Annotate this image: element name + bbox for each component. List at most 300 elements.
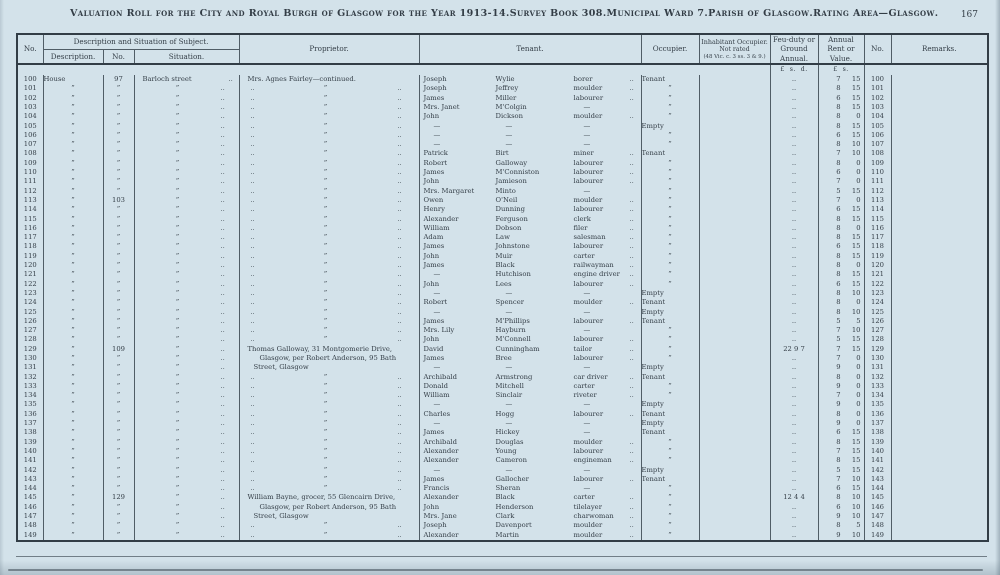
- cell-remarks: [891, 419, 988, 428]
- cell-occupier: ”: [641, 335, 699, 344]
- tenant-surname: Young: [495, 446, 517, 455]
- proprietor-ditto-dots: ..: [397, 168, 402, 177]
- rent-shillings: 15: [851, 214, 861, 223]
- rent-pounds: 6: [836, 242, 841, 251]
- rent-shillings: 10: [851, 307, 861, 316]
- cell-remarks: [891, 149, 988, 158]
- situation-text: ”: [175, 512, 180, 521]
- cell-street-no: ”: [103, 363, 134, 372]
- cell-inhabitant-occupier: [699, 75, 770, 84]
- table-row: [17, 345, 988, 354]
- cell-feu-duty: ..: [770, 270, 818, 279]
- inhabitant-header-line3: (48 Vic. c. 3 ss. 3 & 9.): [703, 53, 766, 60]
- rent-pounds: 7: [836, 149, 841, 158]
- tenant-occupation: —: [583, 140, 591, 149]
- cell-tenant: [419, 187, 641, 196]
- tenant-surname: Davenport: [495, 521, 532, 530]
- tenant-occupation: salesman: [573, 233, 606, 242]
- tenant-dots: ..: [629, 205, 634, 214]
- cell-row-no-left: 140: [17, 447, 43, 456]
- tenant-first-name: James: [423, 242, 445, 251]
- cell-remarks: [891, 242, 988, 251]
- table-row: [17, 196, 988, 205]
- situation-dots: ..: [220, 233, 225, 242]
- cell-remarks: [891, 521, 988, 530]
- proprietor-ditto-dots: ..: [397, 149, 402, 158]
- tenant-surname: Galloway: [495, 158, 528, 167]
- proprietor-ditto-dots: ..: [397, 446, 402, 455]
- cell-situation: [134, 168, 239, 177]
- cell-description: ”: [43, 242, 103, 251]
- cell-remarks: [891, 326, 988, 335]
- tenant-surname: Sheran: [495, 484, 521, 493]
- situation-dots: ..: [220, 93, 225, 102]
- cell-tenant: [419, 270, 641, 279]
- situation-text: ”: [175, 186, 180, 195]
- table-row: [17, 205, 988, 214]
- cell-row-no-right: 105: [864, 122, 891, 131]
- proprietor-ditto-dots: ..: [250, 409, 255, 418]
- table-row: [17, 335, 988, 344]
- table-row: [17, 308, 988, 317]
- cell-occupier: ”: [641, 159, 699, 168]
- tenant-occupation: borer: [573, 75, 593, 84]
- cell-situation: [134, 261, 239, 270]
- rent-pounds: 9: [836, 381, 841, 390]
- tenant-occupation: labourer: [573, 158, 604, 167]
- tenant-first-name: —: [433, 419, 441, 428]
- situation-dots: ..: [220, 353, 225, 362]
- situation-text: ”: [175, 93, 180, 102]
- rent-shillings: 10: [851, 474, 861, 483]
- cell-occupier: ”: [641, 261, 699, 270]
- tenant-occupation: labourer: [573, 168, 604, 177]
- proprietor-ditto-dots: ..: [397, 521, 402, 530]
- cell-annual-rent: [818, 280, 864, 289]
- cell-annual-rent: [818, 354, 864, 363]
- cell-feu-duty: ..: [770, 466, 818, 475]
- cell-occupier: ”: [641, 382, 699, 391]
- situation-text: ”: [175, 409, 180, 418]
- cell-inhabitant-occupier: [699, 168, 770, 177]
- situation-dots: ..: [220, 149, 225, 158]
- cell-remarks: [891, 317, 988, 326]
- tenant-occupation: labourer: [573, 177, 604, 186]
- cell-row-no-right: 113: [864, 196, 891, 205]
- situation-text: ”: [175, 307, 180, 316]
- cell-proprietor: [239, 308, 419, 317]
- proprietor-ditto-dots: ..: [397, 279, 402, 288]
- cell-remarks: [891, 391, 988, 400]
- situation-text: ”: [175, 233, 180, 242]
- cell-row-no-right: 114: [864, 205, 891, 214]
- cell-annual-rent: [818, 112, 864, 121]
- cell-annual-rent: [818, 382, 864, 391]
- cell-street-no: ”: [103, 242, 134, 251]
- table-row: [17, 503, 988, 512]
- table-row: [17, 289, 988, 298]
- cell-street-no: ”: [103, 122, 134, 131]
- cell-remarks: [891, 261, 988, 270]
- proprietor-ditto-dots: ..: [250, 233, 255, 242]
- cell-description: ”: [43, 484, 103, 493]
- cell-proprietor: [239, 354, 419, 363]
- col-header-street-no: No.: [103, 49, 134, 64]
- tenant-surname: Spencer: [495, 298, 525, 307]
- tenant-dots: ..: [629, 530, 634, 539]
- cell-occupier: ”: [641, 94, 699, 103]
- cell-tenant: [419, 317, 641, 326]
- cell-inhabitant-occupier: [699, 345, 770, 354]
- cell-situation: [134, 354, 239, 363]
- cell-tenant: [419, 382, 641, 391]
- proprietor-text: Thomas Galloway, 31 Montgomerie Drive,: [247, 344, 393, 353]
- tenant-first-name: James: [423, 428, 445, 437]
- proprietor-ditto-dots: ..: [250, 484, 255, 493]
- cell-row-no-right: 131: [864, 363, 891, 372]
- table-row: [17, 168, 988, 177]
- tenant-surname: M'Conniston: [495, 168, 540, 177]
- tenant-dots: ..: [629, 149, 634, 158]
- cell-occupier: ”: [641, 447, 699, 456]
- rent-shillings: 5: [856, 316, 861, 325]
- proprietor-ditto-dots: ..: [397, 93, 402, 102]
- cell-proprietor: [239, 242, 419, 251]
- cell-inhabitant-occupier: [699, 503, 770, 512]
- situation-text: ”: [175, 140, 180, 149]
- proprietor-ditto-dots: ..: [397, 409, 402, 418]
- cell-row-no-left: 129: [17, 345, 43, 354]
- cell-remarks: [891, 484, 988, 493]
- table-row: [17, 261, 988, 270]
- proprietor-ditto-mark: ”: [323, 372, 328, 381]
- situation-text: ”: [175, 400, 180, 409]
- tenant-occupation: moulder: [573, 437, 603, 446]
- situation-text: ”: [175, 177, 180, 186]
- col-header-proprietor: Proprietor.: [239, 34, 419, 64]
- cell-row-no-right: 133: [864, 382, 891, 391]
- cell-tenant: [419, 326, 641, 335]
- col-header-annual-rent: Annual Rent or Value.: [818, 34, 864, 64]
- cell-annual-rent: [818, 326, 864, 335]
- situation-text: ”: [175, 121, 180, 130]
- table-row: [17, 233, 988, 242]
- cell-street-no: ”: [103, 131, 134, 140]
- tenant-occupation: —: [583, 363, 591, 372]
- cell-occupier: ”: [641, 205, 699, 214]
- tenant-dots: ..: [629, 168, 634, 177]
- rent-shillings: 15: [851, 205, 861, 214]
- cell-row-no-right: 100: [864, 75, 891, 84]
- units-spacer: [17, 64, 770, 75]
- situation-dots: ..: [220, 214, 225, 223]
- cell-occupier: ”: [641, 252, 699, 261]
- cell-remarks: [891, 94, 988, 103]
- proprietor-ditto-mark: ”: [323, 270, 328, 279]
- proprietor-ditto-dots: ..: [397, 391, 402, 400]
- cell-situation: [134, 187, 239, 196]
- cell-occupier: ”: [641, 168, 699, 177]
- table-row: [17, 382, 988, 391]
- cell-street-no: ”: [103, 252, 134, 261]
- rent-pounds: 9: [836, 512, 841, 521]
- cell-row-no-left: 147: [17, 512, 43, 521]
- cell-description: ”: [43, 112, 103, 121]
- situation-text: ”: [175, 474, 180, 483]
- cell-row-no-left: 115: [17, 215, 43, 224]
- situation-text: ”: [175, 428, 180, 437]
- cell-row-no-right: 109: [864, 159, 891, 168]
- cell-street-no: ”: [103, 400, 134, 409]
- proprietor-ditto-dots: ..: [250, 214, 255, 223]
- rent-pounds: 6: [836, 428, 841, 437]
- rent-shillings: 10: [851, 502, 861, 511]
- cell-row-no-right: 123: [864, 289, 891, 298]
- cell-occupier: ”: [641, 131, 699, 140]
- cell-occupier: ”: [641, 493, 699, 502]
- table-row: [17, 521, 988, 530]
- situation-dots: ..: [220, 195, 225, 204]
- cell-description: ”: [43, 475, 103, 484]
- cell-tenant: [419, 205, 641, 214]
- cell-row-no-right: 138: [864, 428, 891, 437]
- cell-annual-rent: [818, 261, 864, 270]
- cell-row-no-left: 131: [17, 363, 43, 372]
- proprietor-ditto-dots: ..: [250, 530, 255, 539]
- cell-inhabitant-occupier: [699, 122, 770, 131]
- tenant-occupation: car driver: [573, 372, 608, 381]
- situation-text: ”: [175, 149, 180, 158]
- table-row: [17, 270, 988, 279]
- cell-row-no-left: 127: [17, 326, 43, 335]
- cell-street-no: 103: [103, 196, 134, 205]
- cell-occupier: ”: [641, 391, 699, 400]
- cell-street-no: ”: [103, 326, 134, 335]
- tenant-occupation: —: [583, 186, 591, 195]
- cell-row-no-left: 119: [17, 252, 43, 261]
- proprietor-ditto-dots: ..: [250, 102, 255, 111]
- cell-occupier: ”: [641, 270, 699, 279]
- cell-remarks: [891, 252, 988, 261]
- tenant-first-name: Mrs. Janet: [423, 102, 460, 111]
- cell-tenant: [419, 261, 641, 270]
- situation-dots: ..: [220, 335, 225, 344]
- tenant-surname: —: [505, 465, 513, 474]
- table-row: [17, 84, 988, 93]
- proprietor-ditto-dots: ..: [250, 419, 255, 428]
- situation-text: ”: [175, 484, 180, 493]
- cell-proprietor: [239, 122, 419, 131]
- cell-inhabitant-occupier: [699, 112, 770, 121]
- situation-dots: ..: [220, 409, 225, 418]
- proprietor-ditto-mark: ”: [323, 316, 328, 325]
- table-row: [17, 391, 988, 400]
- cell-inhabitant-occupier: [699, 224, 770, 233]
- cell-proprietor: [239, 196, 419, 205]
- cell-row-no-right: 103: [864, 103, 891, 112]
- cell-street-no: ”: [103, 308, 134, 317]
- cell-feu-duty: ..: [770, 149, 818, 158]
- rent-shillings: 15: [851, 456, 861, 465]
- cell-inhabitant-occupier: [699, 317, 770, 326]
- cell-situation: [134, 94, 239, 103]
- tenant-first-name: —: [433, 140, 441, 149]
- situation-dots: ..: [220, 446, 225, 455]
- cell-remarks: [891, 103, 988, 112]
- situation-dots: ..: [220, 512, 225, 521]
- tenant-occupation: charwoman: [573, 512, 614, 521]
- cell-annual-rent: [818, 103, 864, 112]
- proprietor-ditto-dots: ..: [397, 223, 402, 232]
- cell-inhabitant-occupier: [699, 410, 770, 419]
- cell-situation: [134, 205, 239, 214]
- rent-shillings: 10: [851, 326, 861, 335]
- rent-shillings: 15: [851, 279, 861, 288]
- rent-shillings: 15: [851, 121, 861, 130]
- situation-text: ”: [175, 130, 180, 139]
- tenant-dots: ..: [629, 493, 634, 502]
- table-row: [17, 456, 988, 465]
- rent-pounds: 5: [836, 465, 841, 474]
- cell-row-no-right: 139: [864, 438, 891, 447]
- tenant-surname: Dickson: [495, 112, 524, 121]
- cell-occupier: Tenant: [641, 373, 699, 382]
- cell-annual-rent: [818, 484, 864, 493]
- tenant-surname: Hickey: [495, 428, 520, 437]
- cell-proprietor: [239, 438, 419, 447]
- cell-remarks: [891, 205, 988, 214]
- cell-annual-rent: [818, 400, 864, 409]
- situation-dots: ..: [220, 344, 225, 353]
- rent-pounds: 7: [836, 75, 841, 84]
- cell-description: ”: [43, 261, 103, 270]
- cell-row-no-right: 118: [864, 242, 891, 251]
- cell-remarks: [891, 447, 988, 456]
- proprietor-ditto-mark: ”: [323, 168, 328, 177]
- tenant-surname: Wylie: [495, 75, 515, 84]
- rent-pounds: 9: [836, 400, 841, 409]
- tenant-dots: ..: [629, 353, 634, 362]
- rent-pounds: 8: [836, 112, 841, 121]
- tenant-occupation: —: [583, 121, 591, 130]
- cell-tenant: [419, 280, 641, 289]
- col-header-no-right: No.: [864, 34, 891, 64]
- cell-proprietor: [239, 400, 419, 409]
- cell-street-no: ”: [103, 159, 134, 168]
- cell-situation: [134, 131, 239, 140]
- situation-dots: ..: [220, 177, 225, 186]
- cell-inhabitant-occupier: [699, 512, 770, 521]
- table-row: [17, 122, 988, 131]
- rent-pounds: 8: [836, 261, 841, 270]
- cell-situation: [134, 270, 239, 279]
- proprietor-ditto-mark: ”: [323, 242, 328, 251]
- cell-tenant: [419, 345, 641, 354]
- cell-description: ”: [43, 103, 103, 112]
- cell-row-no-left: 117: [17, 233, 43, 242]
- cell-street-no: ”: [103, 373, 134, 382]
- cell-row-no-right: 134: [864, 391, 891, 400]
- proprietor-ditto-mark: ”: [323, 233, 328, 242]
- cell-feu-duty: ..: [770, 196, 818, 205]
- situation-dots: ..: [220, 530, 225, 539]
- cell-occupier: Empty: [641, 419, 699, 428]
- cell-inhabitant-occupier: [699, 215, 770, 224]
- cell-remarks: [891, 112, 988, 121]
- situation-dots: ..: [220, 288, 225, 297]
- proprietor-ditto-mark: ”: [323, 530, 328, 539]
- cell-row-no-right: 129: [864, 345, 891, 354]
- tenant-dots: ..: [629, 279, 634, 288]
- rent-pounds: 8: [836, 270, 841, 279]
- cell-row-no-left: 116: [17, 224, 43, 233]
- cell-annual-rent: [818, 493, 864, 502]
- cell-tenant: [419, 122, 641, 131]
- tenant-dots: ..: [629, 112, 634, 121]
- situation-dots: ..: [220, 521, 225, 530]
- cell-tenant: [419, 131, 641, 140]
- cell-tenant: [419, 159, 641, 168]
- cell-proprietor: [239, 410, 419, 419]
- proprietor-ditto-dots: ..: [397, 214, 402, 223]
- rent-shillings: 0: [856, 261, 861, 270]
- cell-occupier: ”: [641, 242, 699, 251]
- rent-shillings: 15: [851, 84, 861, 93]
- cell-street-no: ”: [103, 466, 134, 475]
- tenant-surname: Douglas: [495, 437, 524, 446]
- cell-annual-rent: [818, 512, 864, 521]
- table-body: [17, 64, 988, 541]
- rent-pounds: 7: [836, 474, 841, 483]
- rent-pounds: 9: [836, 419, 841, 428]
- cell-feu-duty: ..: [770, 512, 818, 521]
- cell-row-no-right: 148: [864, 521, 891, 530]
- cell-row-no-right: 149: [864, 531, 891, 541]
- tenant-first-name: John: [423, 177, 440, 186]
- cell-street-no: ”: [103, 270, 134, 279]
- situation-text: ”: [175, 521, 180, 530]
- proprietor-ditto-mark: ”: [323, 102, 328, 111]
- proprietor-ditto-dots: ..: [397, 195, 402, 204]
- situation-dots: ..: [220, 465, 225, 474]
- table-row: [17, 317, 988, 326]
- cell-street-no: ”: [103, 419, 134, 428]
- cell-situation: [134, 335, 239, 344]
- cell-occupier: ”: [641, 224, 699, 233]
- table-row: [17, 466, 988, 475]
- cell-occupier: ”: [641, 512, 699, 521]
- rent-pounds: 8: [836, 140, 841, 149]
- tenant-dots: ..: [629, 298, 634, 307]
- cell-annual-rent: [818, 252, 864, 261]
- cell-street-no: ”: [103, 391, 134, 400]
- cell-proprietor: [239, 233, 419, 242]
- cell-occupier: Tenant: [641, 475, 699, 484]
- cell-situation: [134, 215, 239, 224]
- cell-description: ”: [43, 196, 103, 205]
- cell-row-no-left: 142: [17, 466, 43, 475]
- tenant-occupation: labourer: [573, 316, 604, 325]
- proprietor-ditto-dots: ..: [250, 168, 255, 177]
- situation-text: ”: [175, 419, 180, 428]
- cell-row-no-left: 118: [17, 242, 43, 251]
- tenant-surname: Jamieson: [495, 177, 527, 186]
- cell-description: ”: [43, 326, 103, 335]
- rent-shillings: 0: [856, 419, 861, 428]
- situation-text: ”: [175, 288, 180, 297]
- table-row: [17, 493, 988, 502]
- table-row: [17, 419, 988, 428]
